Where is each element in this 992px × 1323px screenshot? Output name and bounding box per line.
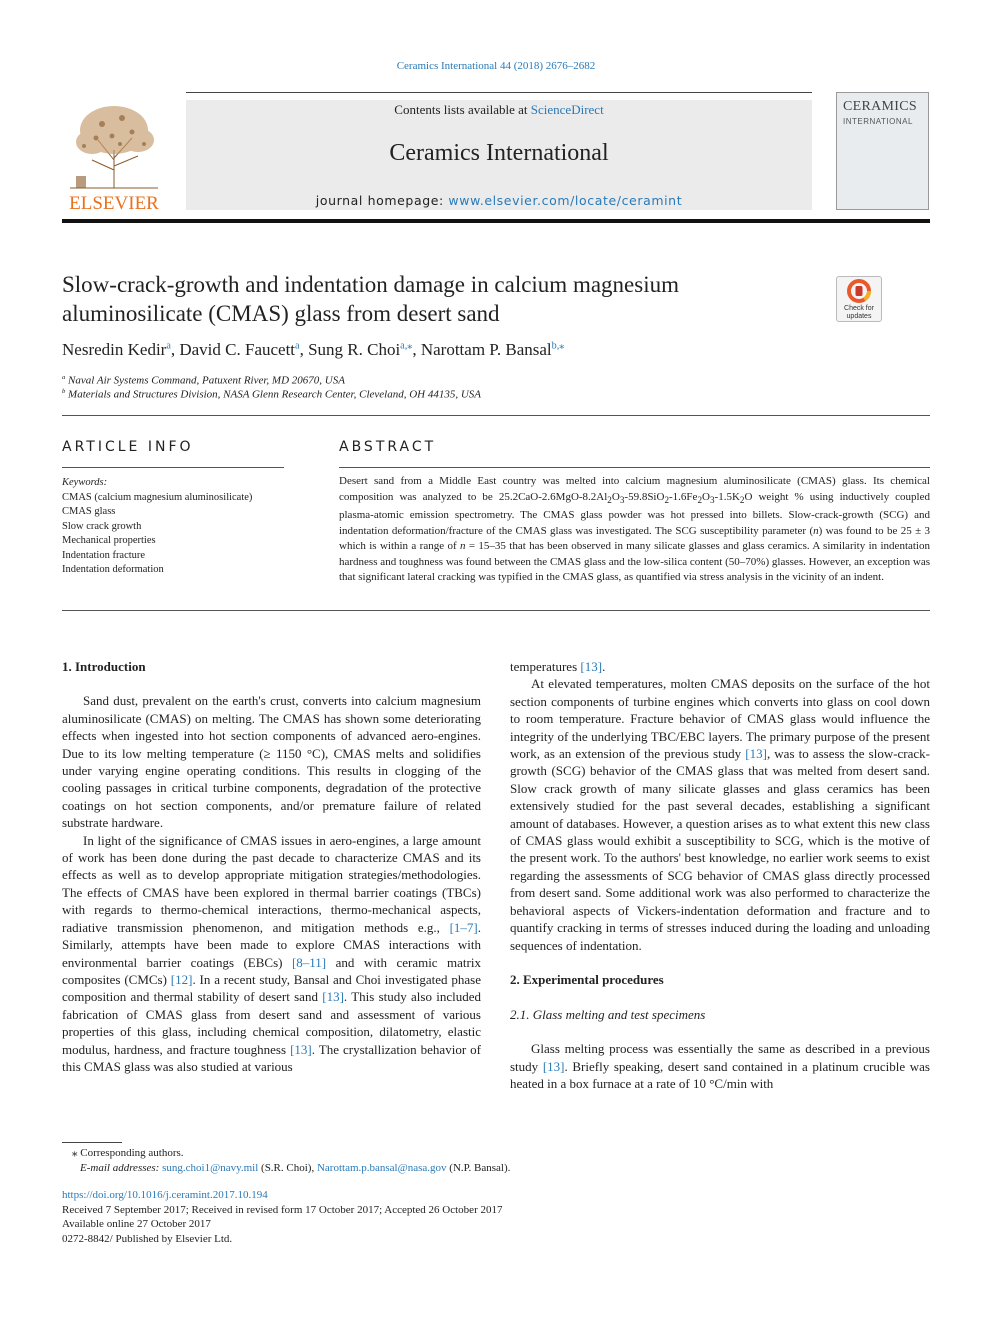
citation-link[interactable]: [13] (290, 1041, 312, 1057)
text-fragment: , was to assess the slow-crack-growth (SCG) behavior of the CMAS glass that was melted from desert sand. Slow crack growth of many silicate glasses and glass ceramics has been extensively studied for the past several decades, establishing a significant amount of databases. However, a question arises as to what extent this new class of CMAS glass would exhibit a susceptibility to SCG, which is the motive of the present work. To the authors' best knowledge, no earlier work seems to exist regarding the assessments of SCG behavior of CMAS glass directly processed from desert sand. Some additional work was also performed to characterize the behavioral aspects of Vickers-indentation deformation and fracture and to quantify cracking in terms of stresses induced during the loading and unloading sequences of indentation. (510, 746, 931, 953)
text-fragment: Glass melting process was essentially the same as described in a previous study (510, 1041, 930, 1074)
abstract-symbol: n (460, 540, 466, 553)
keyword: Indentation deformation (62, 564, 164, 575)
received-dates: Received 7 September 2017; Received in revised form 17 October 2017; Accepted 26 October 2017 (62, 1203, 503, 1216)
section-heading: 1. Introduction (62, 659, 146, 674)
publication-info (62, 1188, 502, 1246)
text-fragment: . Briefly speaking, desert sand contained in a platinum crucible was heated in a box furnace at a rate of 10 °C/min with (510, 1058, 930, 1091)
divider (62, 415, 930, 416)
cover-title: CERAMICS (843, 99, 917, 114)
abstract-text: Desert sand from a Middle East country was melted into calcium magnesium aluminosilicate (CMAS) glass. Its chemical composition was analyzed to be $25.2CaO-2.6MgO-8.2Al_2O_3-59.8SiO_2-1.6Fe_2O_3-1.5K_2O$ weight % using inductively coupled plasma-atomic emission spectrometry. The CMAS glass powder was hot pressed into billets. Slow-crack-growth (SCG) and indentation deformation/fracture of the CMAS glass was investigated. The SCG susceptibility parameter (n) was found to be 25 ± 3 which is within a range of n = 15–35 that has been observed in many silicate glasses and glass ceramics. A similarity in indentation hardness and toughness was found between the CMAS glass and the low-silica content (50–70%) glasses. However, an exception was that significant lateral cracking was typified in the CMAS glass, as quantified via stress analysis in the vicinity of an indent. (339, 475, 930, 584)
email-line (62, 1161, 510, 1176)
affiliation-text: Materials and Structures Division, NASA Glenn Research Center, Cleveland, OH 44135, USA (68, 388, 482, 401)
paragraph (510, 658, 930, 675)
divider (62, 610, 930, 611)
abstract-heading: ABSTRACT (339, 439, 437, 455)
author-name[interactable]: Narottam P. Bansal (420, 340, 552, 359)
check-updates-icon (837, 277, 881, 305)
affiliation-mark: b (62, 388, 66, 395)
header-top-rule (186, 92, 812, 93)
citation-link[interactable]: [13] (542, 1058, 565, 1074)
check-updates-label: Check for updates (844, 305, 874, 320)
email-owner: (S.R. Choi), (258, 1162, 317, 1174)
doi-link[interactable]: https://doi.org/10.1016/j.ceramint.2017.10.194 (62, 1189, 268, 1201)
text-fragment: . The crystallization behavior of this CMAS glass was also studied at various (62, 1041, 481, 1074)
abstract-fragment: -1.6Fe (669, 490, 698, 503)
email-owner: (N.P. Bansal). (446, 1162, 511, 1174)
homepage-prefix: journal homepage: (315, 193, 449, 208)
abstract-fragment: Desert sand from a Middle East country was melted into calcium magnesium aluminosilicate (CMAS) glass. Its chemical composition was analyzed to be 25.2CaO-2.6MgO-8.2Al (339, 475, 930, 503)
text-fragment: temperatures (510, 659, 581, 674)
email-link[interactable]: Narottam.p.bansal@nasa.gov (316, 1162, 447, 1174)
journal-homepage (186, 193, 812, 208)
author-name[interactable]: Nesredin Kedir (62, 340, 167, 359)
footnote-rule (62, 1142, 122, 1143)
body-column-right (510, 658, 930, 1092)
citation-link[interactable]: [13] (745, 746, 767, 762)
keywords-label: Keywords: (62, 477, 108, 488)
author-name[interactable]: Sung R. Choi (308, 340, 401, 359)
citation-link[interactable]: [1–7] (449, 919, 478, 935)
available-online: Available online 27 October 2017 (62, 1218, 211, 1230)
affiliation-b (62, 388, 481, 401)
corresponding-note: ⁎ Corresponding authors. (72, 1147, 184, 1159)
abstract-fragment: -1.5K (714, 490, 740, 503)
keyword: Mechanical properties (62, 535, 156, 546)
issn-line: 0272-8842/ Published by Elsevier Ltd. (62, 1232, 233, 1245)
svg-text:ELSEVIER: ELSEVIER (69, 193, 159, 212)
author-affiliation-mark[interactable]: a (166, 340, 171, 352)
citation-link[interactable]: [8–11] (291, 954, 327, 970)
header-thick-rule (62, 219, 930, 223)
text-fragment: In light of the significance of CMAS issues in aero-engines, a large amount of work has been done during the past decade to characterize CMAS and its effects as well as to develop appropriate mitigation strategies/methodologies. The effects of CMAS have been explored in thermal barrier coatings (TBCs) with regards to thermo-chemical interactions, thermo-mechanical aspects, radiative transmission phenomenon, and mitigation methods e.g., (62, 832, 481, 935)
author-name[interactable]: David C. Faucett (179, 340, 296, 359)
abstract-fragment: O weight % using inductively coupled plasma-atomic emission spectrometry. The CMAS glass powder was hot pressed into billets. Slow-crack-growth (SCG) and indentation deformation/fracture of the CMAS glass was investigated. The SCG susceptibility parameter ( (339, 490, 930, 537)
text-fragment: At elevated temperatures, molten CMAS deposits on the surface of the hot section components of turbine engines which converts into glass on cool down to room temperature. Fracture behavior of CMAS glass would influence the integrity of the underlying TBC/EBC layers. The primary purpose of the present work, as an extension of the previous study (510, 676, 930, 762)
keyword: Indentation fracture (62, 549, 146, 561)
abstract-fragment: -59.8SiO (624, 490, 665, 503)
contents-prefix: Contents lists available at (394, 102, 531, 117)
text-fragment: . This study also included fabrication of CMAS glass from desert sand and assessment of various properties of this glass, including chemical composition, dilatometry, elastic modulus, hardness, and fracture toughness (62, 989, 481, 1057)
email-link[interactable]: sung.choi1@navy.mil (162, 1162, 259, 1174)
elsevier-tree-icon (62, 100, 166, 212)
paragraph: Sand dust, prevalent on the earth's crust, converts into calcium magnesium aluminosilicate (CMAS) on melting. The CMAS has shown some deteriorating effects when ingested into hot section components of advanced aero-engines. Due to its low melting temperature (≥ 1150 °C), CMAS melts and solidifies under varying engine operating conditions. This results in clogging of the cooling passages in critical turbine components, degradation of the protective coatings on hot section components, and/or premature failure of related substrate hardware. (62, 693, 481, 831)
citation-link[interactable]: [13] (322, 989, 344, 1005)
affiliation-mark: a (62, 374, 66, 381)
abstract-symbol: n (813, 524, 819, 537)
email-label: E-mail addresses: (80, 1162, 163, 1174)
keyword: CMAS glass (62, 506, 116, 517)
author-list: Nesredin Kedir$^a$, David C. Faucett$^a$, Sung R. Choi$^{a,⁎}$, Narottam P. Bansal$^{b,⁎}$ (62, 340, 565, 359)
author-affiliation-mark[interactable]: b,⁎ (551, 340, 565, 352)
paragraph (510, 1040, 930, 1092)
keyword: CMAS (calcium magnesium aluminosilicate) (62, 491, 253, 503)
author-affiliation-mark[interactable]: a,⁎ (400, 340, 413, 352)
contents-line (186, 102, 812, 118)
citation-link[interactable]: [12] (170, 971, 193, 987)
text-fragment: . Similarly, attempts have been made to explore CMAS interactions with environmental barrier coatings (EBCs) (62, 919, 481, 970)
text-fragment: . (602, 659, 606, 674)
divider (339, 467, 930, 468)
keywords-list (62, 476, 252, 578)
article-info-heading: ARTICLE INFO (62, 439, 194, 455)
sciencedirect-link[interactable]: ScienceDirect (530, 102, 604, 117)
text-fragment: . In a recent study, Bansal and Choi investigated phase composition and thermal stability of desert sand (62, 971, 481, 1005)
footnotes (62, 1146, 510, 1176)
abstract-fragment: = 15–35 that has been observed in many silicate glasses and glass ceramics. A similarity in indentation hardness and toughness was found between the CMAS glass and the low-silica content (50–70%) glasses. However, an exception was that significant lateral cracking was typified in the CMAS glass, as quantified via stress analysis in the vicinity of an indent. (339, 540, 930, 584)
journal-name: Ceramics International (389, 140, 609, 166)
spacer (510, 954, 930, 971)
text-fragment: and with ceramic matrix composites (CMCs) (62, 954, 481, 987)
body-column-left (62, 658, 481, 1075)
journal-citation[interactable]: Ceramics International 44 (2018) 2676–2682 (396, 60, 596, 72)
homepage-link[interactable]: www.elsevier.com/locate/ceramint (448, 193, 683, 208)
divider (62, 467, 284, 468)
keyword: Slow crack growth (62, 520, 142, 532)
citation-link[interactable]: [13] (580, 659, 603, 674)
cover-subtitle: INTERNATIONAL (843, 117, 913, 126)
affiliation-text: Naval Air Systems Command, Patuxent River, MD 20670, USA (68, 374, 345, 387)
article-title: Slow-crack-growth and indentation damage in calcium magnesium aluminosilicate (CMAS) glass from desert sand (62, 272, 679, 326)
paragraph (62, 832, 481, 1076)
subsection-heading: 2.1. Glass melting and test specimens (510, 1006, 706, 1022)
author-affiliation-mark[interactable]: a (295, 340, 300, 352)
affiliation-a (62, 374, 345, 387)
paragraph (510, 675, 930, 954)
section-heading: 2. Experimental procedures (510, 972, 664, 988)
elsevier-logo[interactable] (62, 100, 166, 212)
abstract-fragment: ) was found to be 25 ± 3 which is within a range of (339, 524, 930, 553)
